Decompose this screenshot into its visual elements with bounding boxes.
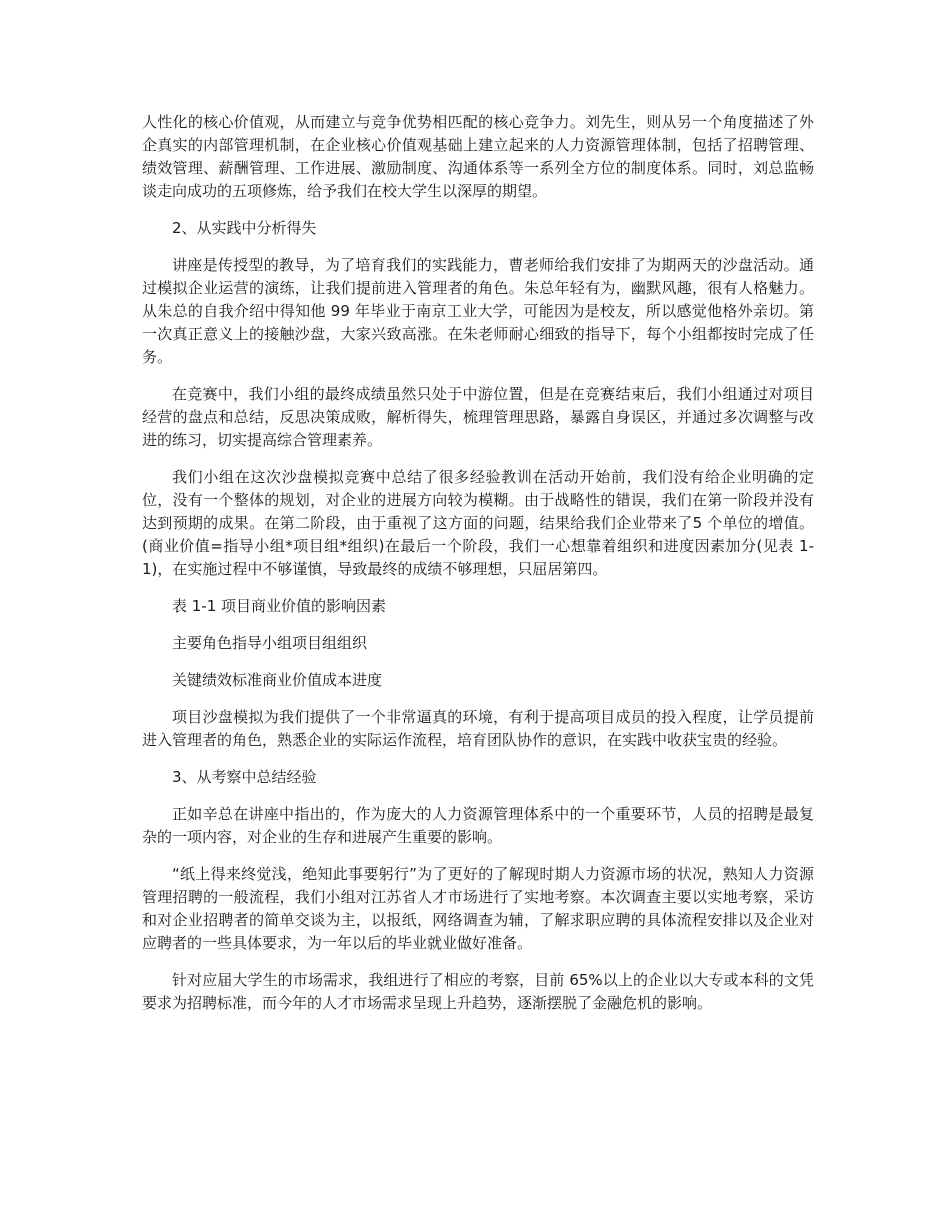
paragraph-recruitment: 正如辛总在讲座中指出的，作为庞大的人力资源管理体系中的一个重要环节，人员的招聘是最复杂的一项内容，对企业的生存和进展产生重要的影响。 <box>142 805 814 846</box>
paragraph-competition: 在竞赛中，我们小组的最终成绩虽然只处于中游位置，但是在竞赛结束后，我们小组通过对项目经营的盘点和总结，反思决策成败，解析得失，梳理管理思路，暴露自身误区，并通过多次调整与改进的练习，切实提高综合管理素养。 <box>142 385 814 449</box>
paragraph-simulation-value: 项目沙盘模拟为我们提供了一个非常逼真的环境，有利于提高项目成员的投入程度，让学员提前进入管理者的角色，熟悉企业的实际运作流程，培育团队协作的意识，在实践中收获宝贵的经验。 <box>142 708 814 749</box>
paragraph-field-study: “纸上得来终觉浅，绝知此事要躬行”为了更好的了解现时期人力资源市场的状况，熟知人力资源管理招聘的一般流程，我们小组对江苏省人才市场进行了实地考察。本次调查主要以实地考察，采访和对企业招聘者的简单交谈为主，以报纸，网络调查为辅，了解求职应聘的具体流程安排以及企业对应聘者的一些具体要求，为一年以后的毕业就业做好准备。 <box>142 865 814 952</box>
section-heading-practice: 2、从实践中分析得失 <box>172 219 317 237</box>
paragraph-market-demand: 针对应届大学生的市场需求，我组进行了相应的考察，目前 65%以上的企业以大专或本科的文凭要求为招聘标准，而今年的人才市场需求呈现上升趋势，逐渐摆脱了金融危机的影响。 <box>142 971 814 1012</box>
document-page <box>142 111 814 1029</box>
paragraph-intro: 人性化的核心价值观，从而建立与竞争优势相匹配的核心竞争力。刘先生，则从另一个角度描述了外企真实的内部管理机制，在企业核心价值观基础上建立起来的人力资源管理体制，包括了招聘管理、绩效管理、薪酬管理、工作进展、激励制度、沟通体系等一系列全方位的制度体系。同时，刘总监畅谈走向成功的五项修炼，给予我们在校大学生以深厚的期望。 <box>142 113 814 200</box>
table-row-kpi: 关键绩效标准商业价值成本进度 <box>172 671 383 689</box>
section-heading-investigation: 3、从考察中总结经验 <box>172 768 317 786</box>
table-row-roles: 主要角色指导小组项目组组织 <box>172 634 368 652</box>
table-caption: 表 1-1 项目商业价值的影响因素 <box>172 597 387 615</box>
paragraph-sandbox: 讲座是传授型的教导，为了培育我们的实践能力，曹老师给我们安排了为期两天的沙盘活动。通过模拟企业运营的演练，让我们提前进入管理者的角色。朱总年轻有为，幽默风趣，很有人格魅力。从朱总的自我介绍中得知他 99 年毕业于南京工业大学，可能因为是校友，所以感觉他格外亲切。第一次真正意义上的接触沙盘，大家兴致高涨。在朱老师耐心细致的指导下，每个小组都按时完成了任务。 <box>142 256 814 366</box>
paragraph-lessons: 我们小组在这次沙盘模拟竞赛中总结了很多经验教训在活动开始前，我们没有给企业明确的定位，没有一个整体的规划，对企业的进展方向较为模糊。由于战略性的错误，我们在第一阶段并没有达到预期的成果。在第二阶段，由于重视了这方面的问题，结果给我们企业带来了5 个单位的增值。(商业价值=指导小组*项目组*组织)在最后一个阶段，我们一心想靠着组织和进度因素加分(见表 1-1)，在实施过程中不够谨慎，导致最终的成绩不够理想，只屈居第四。 <box>142 468 814 578</box>
